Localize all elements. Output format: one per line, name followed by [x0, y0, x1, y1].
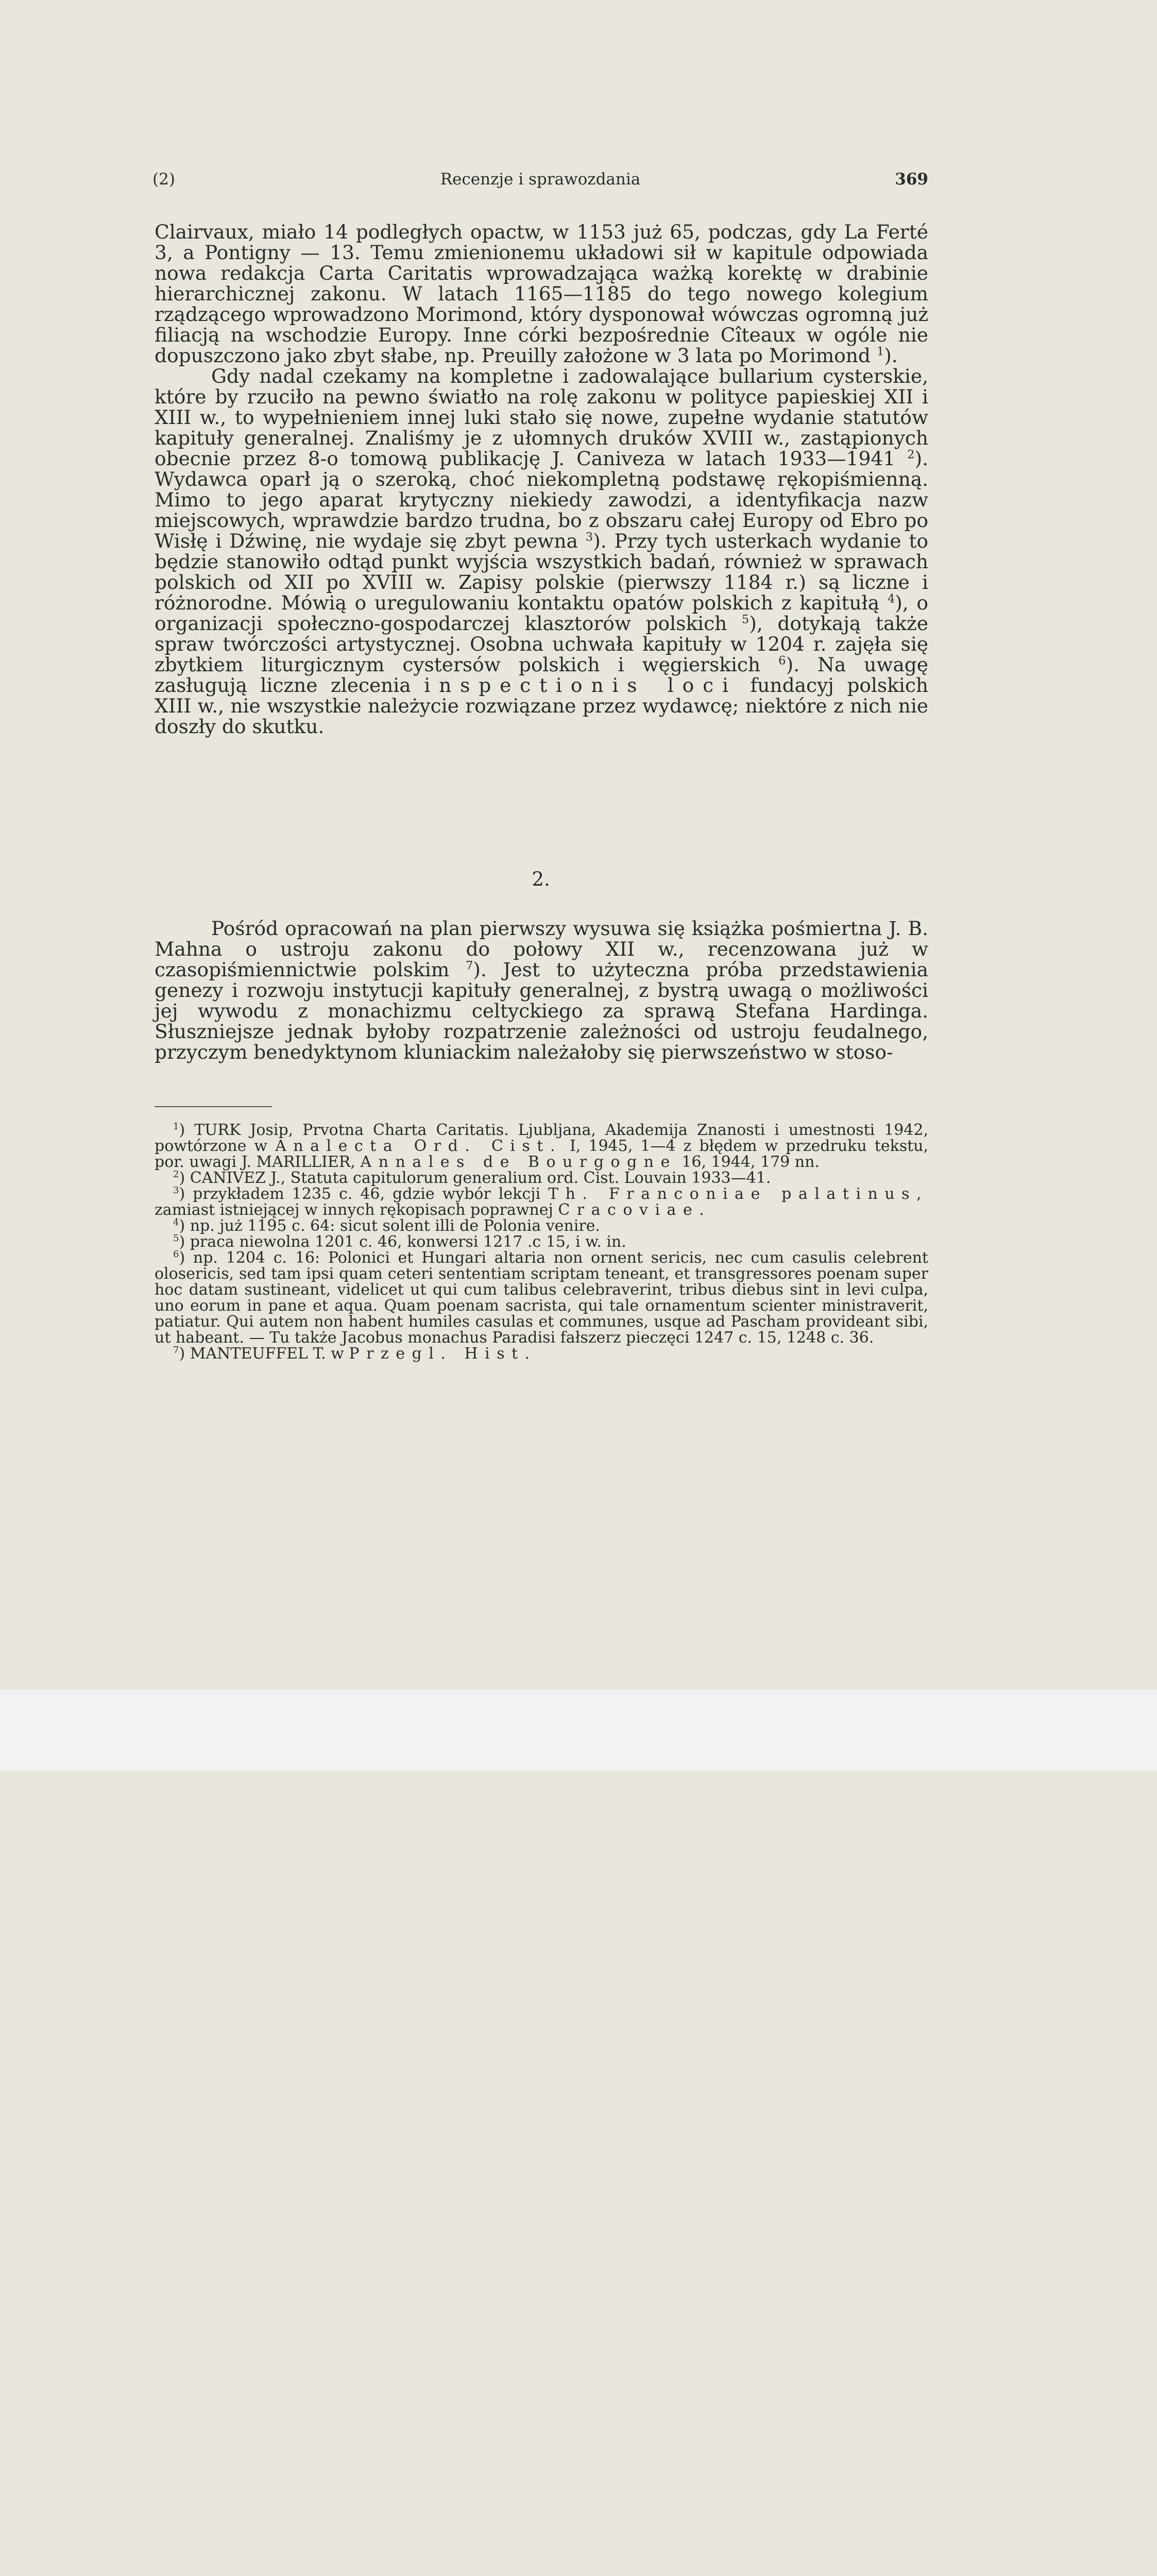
paragraph-2-text-d: ), o organizacji społeczno-gospodarczej klasztorów polskich — [155, 591, 928, 635]
footnote-5-number: 5 — [173, 1233, 179, 1244]
section-number: 2. — [532, 868, 550, 890]
footnote-4-text: ) np. już 1195 c. 64: sicut solent illi de Polonia venire. — [179, 1217, 600, 1235]
paragraph-1 — [155, 222, 928, 366]
footnote-1-text-c: 16, 1944, 179 nn. — [682, 1153, 820, 1171]
paragraph-3-text-b: ). Jest to użyteczna próba przedstawienia genezy i rozwoju instytucji kapituły generalnej, z bystrą uwagą o możliwości jej wywodu z monachizmu celtyckiego za sprawą Stefana Hardinga. Słuszniejsze jednak byłoby rozpatrzenie zależności od ustroju feudalnego, przyczym benedyktynom kluniackim należałoby się pierwszeństwo w stoso- — [155, 958, 928, 1063]
paragraph-3-text-a: Pośród opracowań na plan pierwszy wysuwa się książka pośmiertna J. B. Mahna o ustroju zakonu do połowy XII w., recenzowana już w czasopiśmiennictwie polskim — [155, 917, 928, 981]
footnote-5 — [155, 1234, 928, 1250]
footnote-ref-4: 4 — [887, 592, 895, 606]
footnote-6-text: ) np. 1204 c. 16: Polonici et Hungari altaria non ornent sericis, nec cum casulis celebrent olosericis, sed tam ipsi quam ceteri sententiam scriptam teneant, et transgressores poenam super hoc datam sustineant, videlicet ut qui cum talibus celebraverint, tribus diebus sint in levi culpa, uno eorum in pane et aqua. Quam poenam sacrista, qui tale ornamentum scienter ministraverit, patiatur. Qui autem non habent humiles casulas et communes, usque ad Pascham provideant sibi, ut habeant. — Tu także Jacobus monachus Paradisi fałszerz pieczęci 1247 c. 15, 1248 c. 36. — [155, 1249, 928, 1347]
footnote-5-text: ) praca niewolna 1201 c. 46, konwersi 1217 .c 15, i w. in. — [179, 1233, 626, 1251]
spaced-phrase: inspectionis loci — [424, 674, 737, 697]
footnote-3-text-a: ) przykładem 1235 c. 46, gdzie wybór lekcji — [179, 1185, 541, 1203]
footnote-3-number: 3 — [173, 1185, 179, 1196]
footnote-1-text-a: ) TURK Josip, Prvotna Charta Caritatis. Ljubljana, Akademija Znanosti i umestnosti 1942, powtórzone w — [155, 1121, 928, 1155]
footnote-7-number: 7 — [173, 1345, 179, 1355]
footnote-3-spaced-1: Th. Franconiae palatinus, — [548, 1185, 928, 1203]
paragraph-2-text-e: ), dotykają także spraw twórczości artystycznej. Osobna uchwała kapituły w 1204 r. zajęła się zbytkiem liturgicznym cystersów polskich i węgierskich — [155, 612, 928, 676]
footnote-7-spaced: Przegl. Hist. — [349, 1345, 537, 1363]
footnote-1-spaced-2: Annales de Bourgogne — [360, 1153, 677, 1171]
footnote-ref-6: 6 — [778, 654, 786, 668]
paragraph-2 — [155, 366, 928, 737]
footnote-ref-1: 1 — [876, 345, 884, 359]
footnote-1 — [155, 1122, 928, 1170]
footnote-1-number: 1 — [173, 1121, 179, 1132]
footnote-4 — [155, 1218, 928, 1234]
footnote-2 — [155, 1170, 928, 1186]
paragraph-2-text-c: ). Przy tych usterkach wydanie to będzie stanowiło odtąd punkt wyjścia wszystkich badań, również w sprawach polskich od XII po XVIII w. Zapisy polskie (pierwszy 1184 r.) są liczne i różnorodne. Mówią o uregulowaniu kontaktu opatów polskich z kapitułą — [155, 530, 929, 614]
viewer-footer — [0, 1690, 1157, 1771]
footnote-ref-7: 7 — [465, 959, 473, 973]
page-number: 369 — [895, 170, 928, 189]
footnote-rule — [155, 1106, 272, 1107]
header-section-number: (2) — [152, 170, 175, 189]
header-title: Recenzje i sprawozdania — [440, 170, 641, 189]
footnote-6 — [155, 1250, 928, 1346]
footnote-4-number: 4 — [173, 1217, 179, 1228]
paragraph-1-text: Clairvaux, miało 14 podległych opactw, w 1153 już 65, podczas, gdy La Ferté 3, a Pontigny — 13. Temu zmienionemu układowi sił w kapitule odpowiada nowa redakcja Carta Caritatis wprowadzająca ważką korektę w drabinie hierarchicznej zakonu. W latach 1165—1185 do tego nowego kolegium rządzącego wprowadzono Morimond, który dysponował wówczas ogromną już filiacją na wschodzie Europy. Inne córki bezpośrednie Cîteaux w ogóle nie dopuszczono jako zbyt słabe, np. Preuilly założone w 3 lata po Morimond — [155, 221, 928, 367]
footnote-3-text-b: zamiast istniejącej w innych rękopisach poprawnej — [155, 1201, 553, 1219]
footnote-7-text: ) MANTEUFFEL T. w — [179, 1345, 344, 1363]
paragraph-2-text-f: ). Na uwagę zasługują liczne zlecenia — [155, 653, 928, 697]
paragraph-2-text-a: Gdy nadal czekamy na kompletne i zadowalające bullarium cysterskie, które by rzuciło na pewno światło na rolę zakonu w polityce papieskiej XII i XIII w., to wypełnieniem innej luki stało się nowe, zupełne wydanie statutów kapituły generalnej. Znaliśmy je z ułomnych druków XVIII w., zastąpionych obecnie przez 8-o tomową publikację J. Caniveza w latach 1933—1941 — [155, 365, 928, 470]
footnote-7 — [155, 1346, 928, 1362]
footnote-2-number: 2 — [173, 1169, 179, 1180]
footnote-ref-3: 3 — [585, 530, 593, 544]
paragraph-2-text-b: ). Wydawca oparł ją o szeroką, choć niekompletną podstawę rękopiśmienną. Mimo to jego aparat krytyczny niekiedy zawodzi, a identyfikacja nazw miejscowych, wprawdzie bardzo trudna, bo z obszaru całej Europy od Ebro po Wisłę i Dźwinę, nie wydaje się zbyt pewna — [155, 447, 928, 552]
body-text-section-1 — [155, 222, 928, 737]
footnote-1-spaced-1: Analecta Ord. Cist. — [275, 1137, 562, 1155]
footnote-3-spaced-2: Cracoviae. — [558, 1201, 711, 1219]
running-header — [152, 170, 928, 201]
paragraph-2-text-g: fundacyj polskich XIII w., nie wszystkie należycie rozwiązane przez wydawcę; niektóre z nich nie doszły do skutku. — [155, 674, 929, 738]
footnote-3 — [155, 1186, 928, 1218]
footnote-ref-5: 5 — [741, 613, 750, 626]
paragraph-1-end: ). — [884, 344, 898, 367]
footnote-2-text: ) CANIVEZ J., Statuta capitulorum generalium ord. Cist. Louvain 1933—41. — [179, 1169, 771, 1187]
footnotes — [155, 1122, 928, 1362]
footnote-1-text-b: I, 1945, 1—4 z błędem w przedruku tekstu, por. uwagi J. MARILLIER, — [155, 1137, 929, 1171]
footnote-6-number: 6 — [173, 1249, 179, 1260]
body-text-section-2 — [155, 918, 928, 1062]
paragraph-3 — [155, 918, 928, 1062]
footnote-ref-2: 2 — [907, 448, 915, 462]
